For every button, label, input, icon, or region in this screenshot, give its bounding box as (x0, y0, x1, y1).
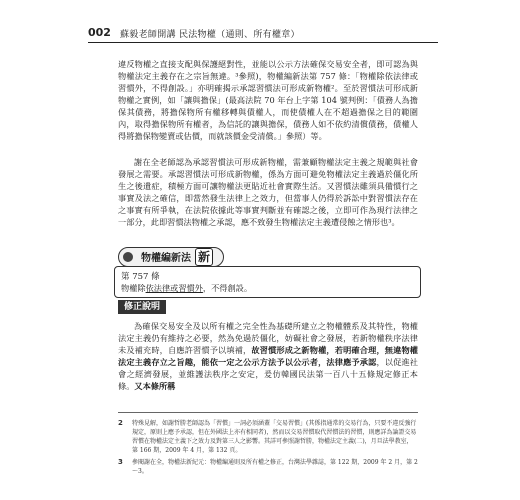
footnote (118, 419, 418, 455)
new-law-box-title (118, 247, 238, 267)
footnote-number: 2 (118, 419, 123, 427)
amendment-plain-1: 為確保交易安全及以所有權之完全性為基礎所建立之物權體系及其特性，物權法定主義仍有維持之必要，然為免過於僵化，妨礙社會之發展，若新物權秩序法律未及補充時，自應許習慣予以填補， (118, 321, 418, 355)
book-title: 蘇毅老師開講 民法物權（通則、所有權章） (120, 30, 300, 40)
footnotes (118, 412, 418, 479)
amendment-explanation-body (118, 320, 418, 392)
footnote-text: 特殊見解，如謝哲勝老師認為「習慣」一詞必須涵蓋「交易習慣」(其係指通常的交易行為，只要不違反強行規定，原則上應予承認，但在外國法上亦有相同者)，然而以交易習慣取代習慣法的習慣，則應詳為論證交易習慣在物權法定主義下之效力及對第三人之影響。其詳可參照謝哲勝，物權法定主義(二)，月旦法學教室，第 166 期，2009 年 4 月，第 132 頁。 (132, 420, 417, 454)
article-number: 第 757 條 (121, 272, 160, 282)
article-text-underlined: 依法律或習慣外 (145, 283, 203, 293)
amendment-bold-1: 故習慣形成之新物權，若明確合理，無違物權法定主義存立之旨趣，能依一定之公示方法予以公示者，法律應予承認 (118, 345, 418, 367)
amendment-explanation-heading: 修正說明 (118, 300, 166, 314)
paragraph-1 (118, 58, 418, 142)
footnote-number: 3 (118, 458, 123, 466)
new-mark-icon: 新 (195, 248, 213, 266)
paragraph-2 (118, 156, 418, 228)
footnote (118, 458, 418, 476)
new-law-title: 物權編新法 (141, 253, 191, 264)
paragraph-2-text: 謝在全老師認為承認習慣法可形成新物權，需兼顧物權法定主義之規範與社會發展之需要。承認習慣法可形成新物權，係為方面可避免物權法定主義過於僵化所生之後遺症，積極方面可讓物權法更貼近社會實際生活。又習慣法雖須具備慣行之事實及法之確信，即當然發生法律上之效力，但當事人仍得於訴訟中對習慣法存在之事實有所爭執，在法院依據此等事實判斷並有確認之後，立即可作為現行法律之一部分，此即習慣法物權之承認，應不致發生物權法定主義遭侵蝕之情形也³。 (118, 157, 418, 227)
article-text (121, 283, 252, 294)
new-law-pill (118, 247, 224, 267)
footnote-text: 參閱謝在全，物權法新紀元：物權編通則及所有權之修正，台灣法學雜誌，第 122 期，2009 年 2 月，第 2～3。 (132, 459, 418, 475)
amendment-bold-2: 又本條所稱 (134, 381, 176, 391)
amendment-explanation-text (118, 320, 418, 392)
paragraph-1-text: 違反物權之直接支配與保護絕對性，並能以公示方法確保交易安全者，即可認為與物權法定主義存在之宗旨無違。³參照)，物權編新法第 757 條：「物權除依法律或習慣外，不得創設。」亦明確揭示承認習慣法可形成新物權²。至於習慣法可形成新物權之實例，如「讓與擔保」(最高法院 70 年台上字第 104 號判例：「債務人為擔保其債務，將擔保物所有權移轉與債權人，而使債權人在不超過擔保之目的範圍內，取得擔保物所有權者，為信託的讓與擔保，債務人如不依約清償債務，債權人得將擔保物變賣或估價，而就該價金受清償。」參照）等。 (118, 59, 418, 141)
page-header (88, 26, 438, 43)
article-text-prefix: 物權除 (121, 283, 146, 293)
article-text-suffix: ，不得創設。 (202, 283, 253, 293)
new-law-box (114, 266, 421, 298)
page-number: 002 (88, 26, 111, 39)
amendment-plain-2: ，以促進社會之經濟發展，並維護法秩序之安定，爰仿韓國民法第一百八十五條規定修正本條。 (118, 357, 418, 391)
bullet-dot-icon (123, 252, 133, 262)
